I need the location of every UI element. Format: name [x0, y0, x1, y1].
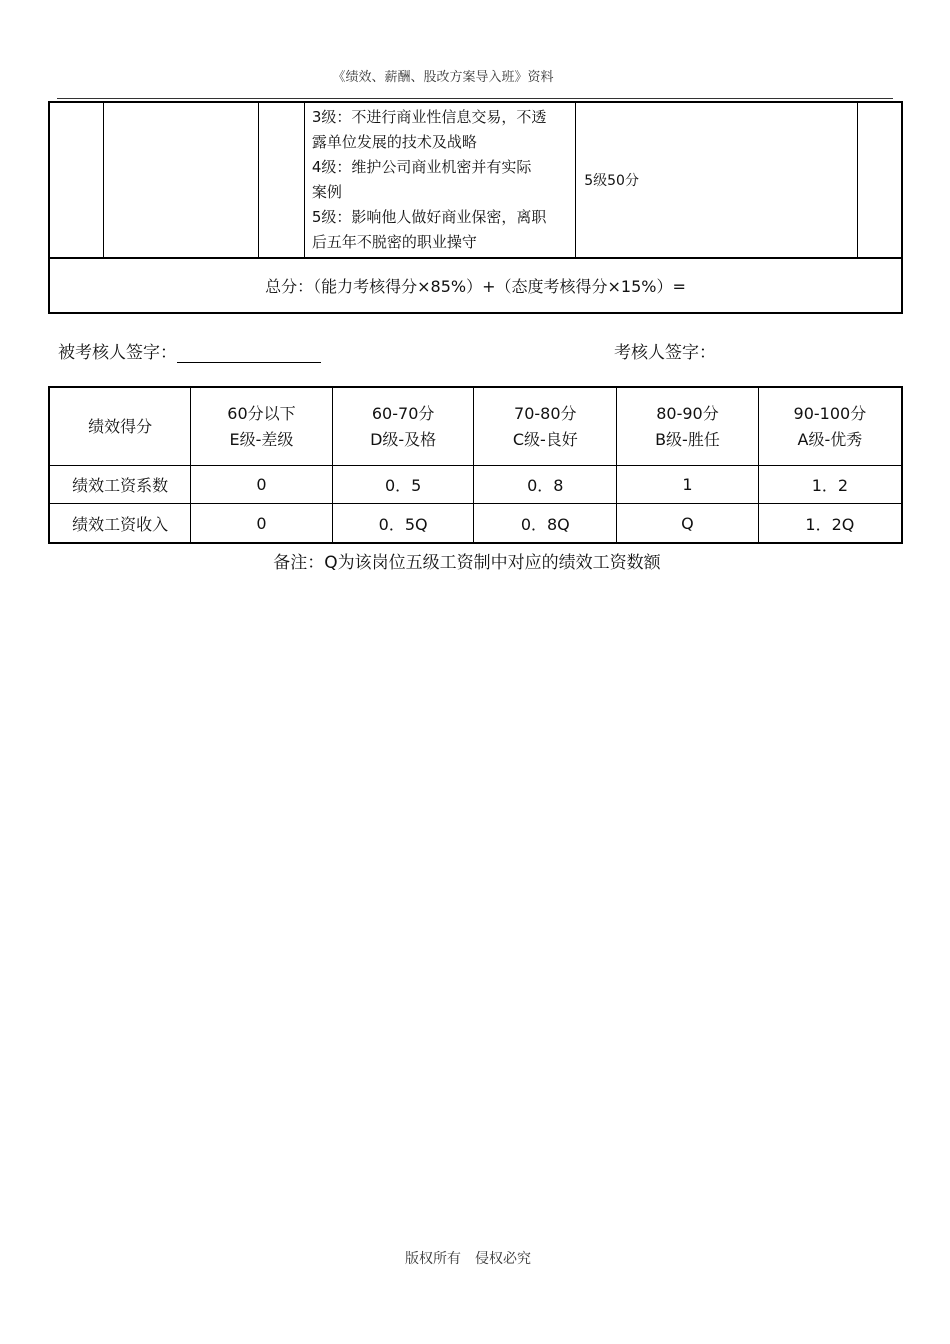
grade-range: 60-70分 — [371, 403, 435, 423]
grade-level: A级-优秀 — [797, 429, 863, 449]
table-cell — [258, 102, 304, 258]
table-cell — [857, 102, 902, 258]
grade-range: 80-90分 — [656, 403, 719, 423]
assessor-signature-label: 考核人签字： — [614, 343, 716, 363]
assessee-signature-label: 被考核人签字： — [58, 343, 177, 363]
table-cell: 0．5 — [332, 466, 474, 504]
footer-rights-notice: 侵权必究 — [475, 1251, 531, 1267]
page-footer — [0, 1248, 936, 1268]
criteria-line: 5级：影响他人做好商业保密，离职 — [311, 208, 547, 226]
table-cell — [104, 102, 259, 258]
table-cell: 1．2 — [758, 466, 902, 504]
grade-range: 60分以下 — [227, 403, 296, 423]
total-score-formula: 总分：（能力考核得分×85%）+（态度考核得分×15%）= — [49, 258, 902, 313]
row-label-cell: 绩效工资收入 — [49, 504, 191, 544]
grade-level: C级-良好 — [512, 429, 578, 449]
assessee-signature — [58, 338, 321, 363]
grade-range: 70-80分 — [514, 403, 577, 423]
table-cell: 1．2Q — [758, 504, 902, 544]
grade-header-cell — [617, 387, 759, 466]
criteria-line: 4级：维护公司商业机密并有实际 — [311, 158, 532, 176]
grade-level: E级-差级 — [229, 429, 294, 449]
grade-level: B级-胜任 — [655, 429, 720, 449]
criteria-line: 案例 — [311, 183, 342, 201]
header-divider — [57, 98, 893, 99]
attitude-assessment-table — [48, 101, 903, 314]
grade-header-cell — [474, 387, 617, 466]
table-cell: 0 — [191, 466, 333, 504]
grade-header-cell — [191, 387, 333, 466]
table-header-row — [49, 387, 902, 466]
table-cell: 0．5Q — [332, 504, 474, 544]
table-cell: 0 — [191, 504, 333, 544]
table-row — [49, 102, 902, 258]
score-cell: 5级50分 — [576, 102, 857, 258]
footer-copyright: 版权所有 — [405, 1251, 461, 1267]
criteria-line: 后五年不脱密的职业操守 — [311, 233, 477, 251]
table-row — [49, 466, 902, 504]
criteria-cell — [304, 102, 575, 258]
grade-range: 90-100分 — [793, 403, 867, 423]
table-cell: 0．8Q — [474, 504, 617, 544]
grade-level: D级-及格 — [370, 429, 437, 449]
table-cell — [49, 102, 104, 258]
header-label-cell: 绩效得分 — [49, 387, 191, 466]
assessor-signature — [614, 338, 716, 363]
grade-header-cell — [332, 387, 474, 466]
table-cell: Q — [617, 504, 759, 544]
performance-pay-table — [48, 386, 903, 544]
grade-header-cell — [758, 387, 902, 466]
row-label-cell: 绩效工资系数 — [49, 466, 191, 504]
criteria-line: 露单位发展的技术及战略 — [311, 133, 477, 151]
table-cell: 1 — [617, 466, 759, 504]
assessee-signature-line[interactable] — [177, 344, 321, 363]
criteria-line: 3级：不进行商业性信息交易，不透 — [311, 108, 547, 126]
page-header-title: 《绩效、薪酬、股改方案导入班》资料 — [332, 70, 554, 85]
table-cell: 0．8 — [474, 466, 617, 504]
table-row — [49, 504, 902, 544]
table-row — [49, 258, 902, 313]
table-note: 备注：Q为该岗位五级工资制中对应的绩效工资数额 — [273, 553, 661, 573]
